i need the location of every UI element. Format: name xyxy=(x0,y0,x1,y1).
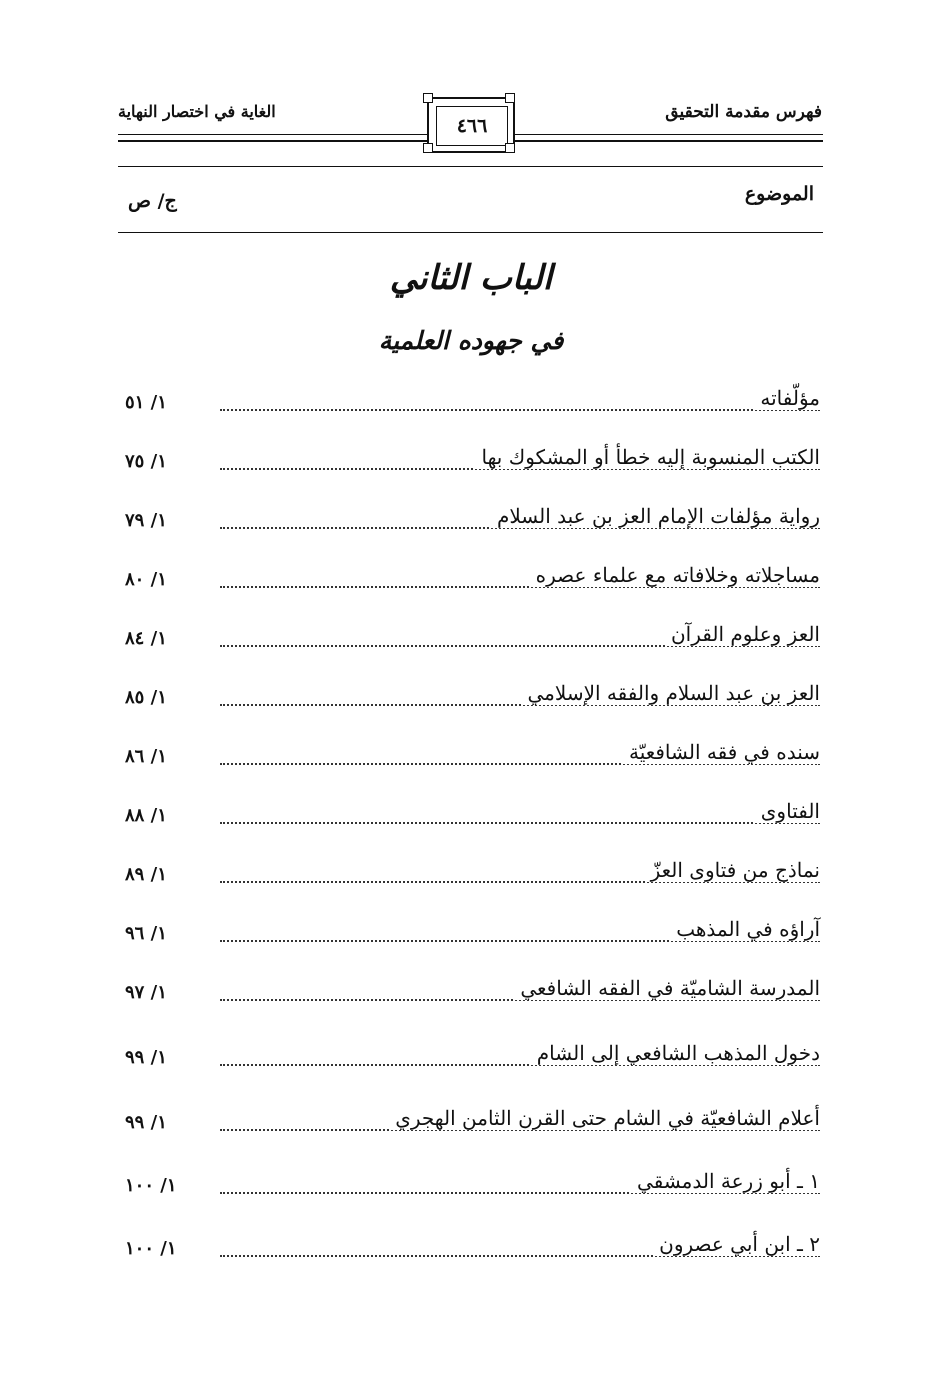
toc-entry xyxy=(125,616,820,660)
toc-entry-page: ١/ ٨٩ xyxy=(125,864,167,885)
toc-entry-page: ١/ ٩٦ xyxy=(125,923,167,944)
toc-entry-title: دخول المذهب الشافعي إلى الشام xyxy=(531,1041,820,1065)
frame-corner-ornament xyxy=(505,143,515,153)
page-number-frame-outer xyxy=(427,97,515,153)
toc-entry-title: أعلام الشافعيّة في الشام حتى القرن الثامن الهجري xyxy=(389,1106,820,1130)
page-number-frame-inner xyxy=(436,106,508,146)
toc-entry-page: ١/ ٨٨ xyxy=(125,805,167,826)
frame-corner-ornament xyxy=(505,93,515,103)
toc-entry-title: الكتب المنسوبة إليه خطأ أو المشكوك بها xyxy=(475,445,820,469)
toc-entry-title: العز بن عبد السلام والفقه الإسلامي xyxy=(522,681,821,705)
toc-entry-title: آراؤه في المذهب xyxy=(670,917,820,941)
leader-dots xyxy=(220,822,820,824)
toc-entry xyxy=(125,793,820,837)
column-header-rule-top xyxy=(118,166,823,167)
toc-entry xyxy=(125,380,820,424)
toc-entry-page: ١/ ٩٩ xyxy=(125,1112,167,1133)
toc-entry-title: رواية مؤلفات الإمام العز بن عبد السلام xyxy=(491,504,820,528)
toc-entry-page: ١/ ٧٥ xyxy=(125,451,167,472)
toc-entry-title: ٢ ـ ابن أبي عصرون xyxy=(653,1232,820,1256)
toc-entry-title: مؤلّفاته xyxy=(754,386,820,410)
toc-entry-page: ١/ ٨٥ xyxy=(125,687,167,708)
chapter-title: الباب الثاني xyxy=(389,258,553,298)
toc-entry-title: العز وعلوم القرآن xyxy=(665,622,820,646)
toc-entry-title: ١ ـ أبو زرعة الدمشقي xyxy=(631,1169,820,1193)
toc-entry xyxy=(125,1035,820,1079)
toc-entry xyxy=(125,911,820,955)
toc-entry xyxy=(125,852,820,896)
toc-entry-title: مساجلاته وخلافاته مع علماء عصره xyxy=(530,563,820,587)
column-header-rule-bottom xyxy=(118,232,823,233)
toc-entry-title: نماذج من فتاوى العزّ xyxy=(645,858,820,882)
toc-entry xyxy=(125,675,820,719)
toc-entry-page: ١/ ١٠٠ xyxy=(125,1238,177,1259)
chapter-subtitle: في جهوده العلمية xyxy=(378,326,564,355)
column-header-pages: ج/ ص xyxy=(128,190,177,212)
toc-entry-page: ١/ ٧٩ xyxy=(125,510,167,531)
toc-entry-page: ١/ ٩٩ xyxy=(125,1047,167,1068)
toc-entry xyxy=(125,1100,820,1144)
frame-corner-ornament xyxy=(423,143,433,153)
toc-entry-page: ١/ ٨٤ xyxy=(125,628,167,649)
running-header-book-title: الغاية في اختصار النهاية xyxy=(118,102,276,121)
toc-entry-page: ١/ ٥١ xyxy=(125,392,167,413)
toc-entry xyxy=(125,970,820,1014)
toc-entry xyxy=(125,439,820,483)
page-number: ٤٦٦ xyxy=(456,115,488,137)
toc-entry-title: المدرسة الشاميّة في الفقه الشافعي xyxy=(514,976,820,1000)
frame-corner-ornament xyxy=(423,93,433,103)
leader-dots xyxy=(220,409,820,411)
page-number-frame xyxy=(427,97,515,153)
toc-entry-page: ١/ ٩٧ xyxy=(125,982,167,1003)
toc-entry xyxy=(125,498,820,542)
toc-entry xyxy=(125,734,820,778)
toc-entry xyxy=(125,1163,820,1207)
toc-entry-title: سنده في فقه الشافعيّة xyxy=(623,740,820,764)
toc-entry xyxy=(125,1226,820,1270)
toc-entry-title: الفتاوى xyxy=(755,799,820,823)
toc-entry-page: ١/ ٨٦ xyxy=(125,746,167,767)
column-header-subject: الموضوع xyxy=(744,183,814,205)
toc-entry-page: ١/ ٨٠ xyxy=(125,569,167,590)
running-header-section-title: فهرس مقدمة التحقيق xyxy=(665,102,822,122)
toc-entry xyxy=(125,557,820,601)
toc-entry-page: ١/ ١٠٠ xyxy=(125,1175,177,1196)
